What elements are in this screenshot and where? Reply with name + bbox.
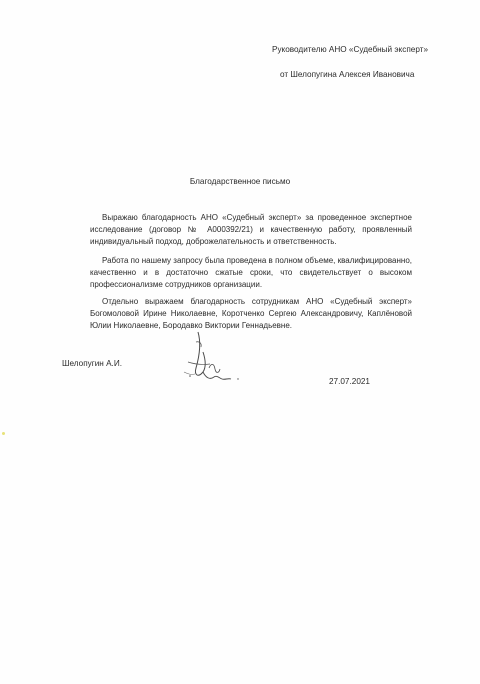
addressee-recipient: Руководителю АНО «Судебный эксперт» [272, 45, 428, 54]
paragraph-staff-thanks: Отдельно выражаем благодарность сотрудникам АНО «Судебный эксперт» Богомоловой Ирине Николаевне, Коротченко Сергею Александровичу, Каплёновой Юлии Николаевне, Бородавко Виктории Геннадьевне. [90, 297, 412, 331]
letter-date: 27.07.2021 [329, 377, 370, 386]
addressee-block [272, 44, 472, 80]
handwritten-signature-icon [176, 328, 256, 390]
scan-speck [2, 432, 5, 435]
document-title: Благодарственное письмо [189, 177, 291, 186]
addressee-sender: от Шелопугина Алексея Ивановича [280, 70, 415, 79]
signer-name: Шелопугин А.И. [62, 359, 122, 368]
paragraph-work-quality: Работа по нашему запросу была проведена в полном объеме, квалифицированно, качественно и в достаточно сжатые сроки, что свидетельствует о высоком профессионализме сотрудников организации. [90, 256, 412, 290]
paragraph-gratitude: Выражаю благодарность АНО «Судебный эксперт» за проведенное экспертное исследование (договор № А000392/21) и качественную работу, проявленный индивидуальный подход, доброжелательность и ответственность. [90, 213, 412, 247]
